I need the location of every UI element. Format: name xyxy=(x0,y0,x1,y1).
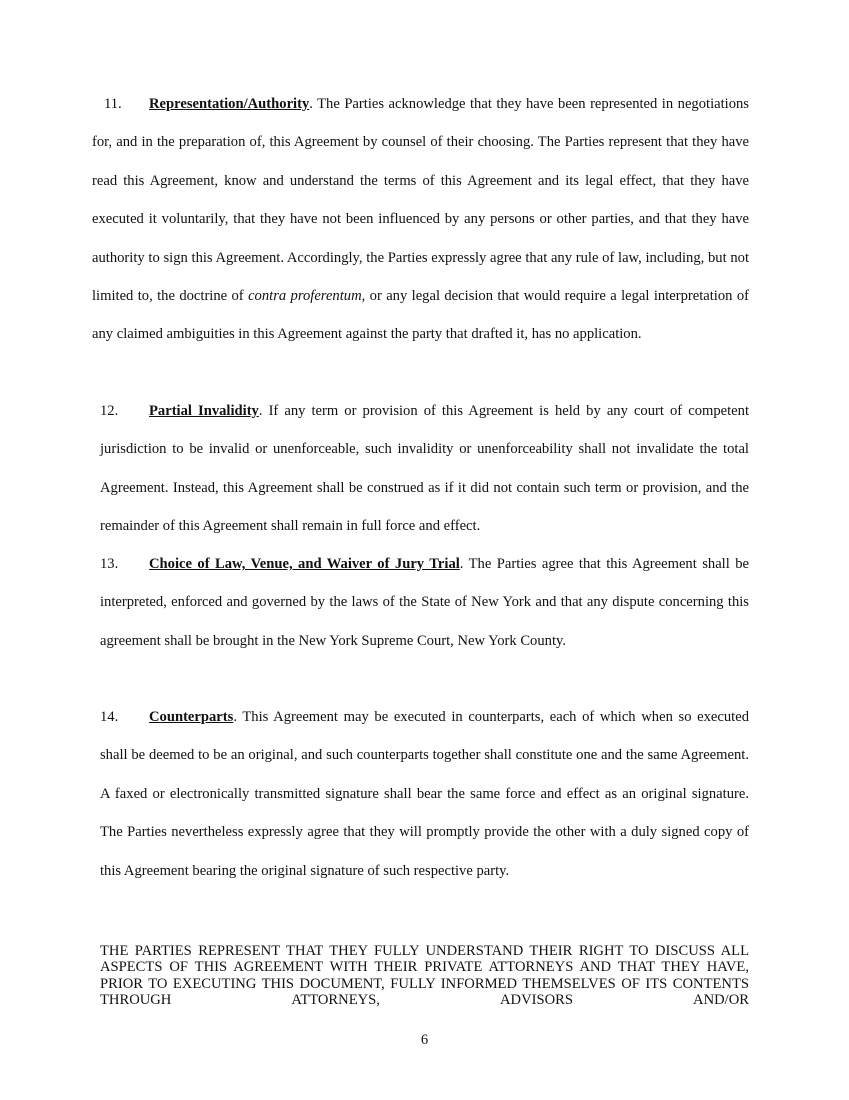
section-heading: Counterparts xyxy=(149,709,234,725)
section-number: 14. xyxy=(100,709,119,725)
acknowledgment-paragraph: THE PARTIES REPRESENT THAT THEY FULLY UNDERSTAND THEIR RIGHT TO DISCUSS ALL ASPECTS OF THIS AGREEMENT WITH THEIR PRIVATE ATTORNEYS AND THAT THEY HAVE, PRIOR TO EXECUTING THIS DOCUMENT, FULLY INFORMED THEMSELVES OF ITS CONTENTS THROUGH ATTORNEYS, ADVISORS AND/OR xyxy=(100,943,749,1008)
section-text-continued: , or any legal decision that would require a legal interpretation of any claimed ambiguities in this Agreement against the party that drafted it, has no application. xyxy=(92,288,749,343)
section-text: . This Agreement may be executed in counterparts, each of which when so executed shall be deemed to be an original, and such counterparts together shall constitute one and the same Agreement. A faxed or electronically transmitted signature shall bear the same force and effect as an original signature. The Parties nevertheless expressly agree that they will promptly provide the other with a duly signed copy of this Agreement bearing the original signature of such respective party. xyxy=(100,709,749,879)
section-12 xyxy=(100,392,749,546)
section-text: . The Parties agree that this Agreement shall be interpreted, enforced and governed by the laws of the State of New York and that any dispute concerning this agreement shall be brought in the New York Supreme Court, New York County. xyxy=(100,556,749,649)
section-text: . If any term or provision of this Agreement is held by any court of competent jurisdiction to be invalid or unenforceable, such invalidity or unenforceability shall not invalidate the total Agreement. Instead, this Agreement shall be construed as if it did not contain such term or provision, and the remainder of this Agreement shall remain in full force and effect. xyxy=(100,403,750,535)
page-number: 6 xyxy=(420,1032,429,1048)
section-heading: Choice of Law, Venue, and Waiver of Jury Trial xyxy=(149,556,460,572)
section-heading: Partial Invalidity xyxy=(149,403,259,419)
section-13 xyxy=(100,545,749,660)
section-number: 12. xyxy=(100,403,119,419)
section-11 xyxy=(92,85,749,354)
section-number: 13. xyxy=(100,556,119,572)
section-number: 11. xyxy=(104,96,122,112)
section-14 xyxy=(100,698,749,890)
section-heading: Representation/Authority xyxy=(149,96,310,112)
section-text: . The Parties acknowledge that they have been represented in negotiations for, and in the preparation of, this Agreement by counsel of their choosing. The Parties represent that they have read this Agreement, know and understand the terms of this Agreement and its legal effect, that they have executed it voluntarily, that they have not been influenced by any persons or other parties, and that they have authority to sign this Agreement. Accordingly, the Parties expressly agree that any rule of law, including, but not limited to, the doctrine of xyxy=(92,96,749,305)
italic-term: contra proferentum xyxy=(248,288,362,305)
